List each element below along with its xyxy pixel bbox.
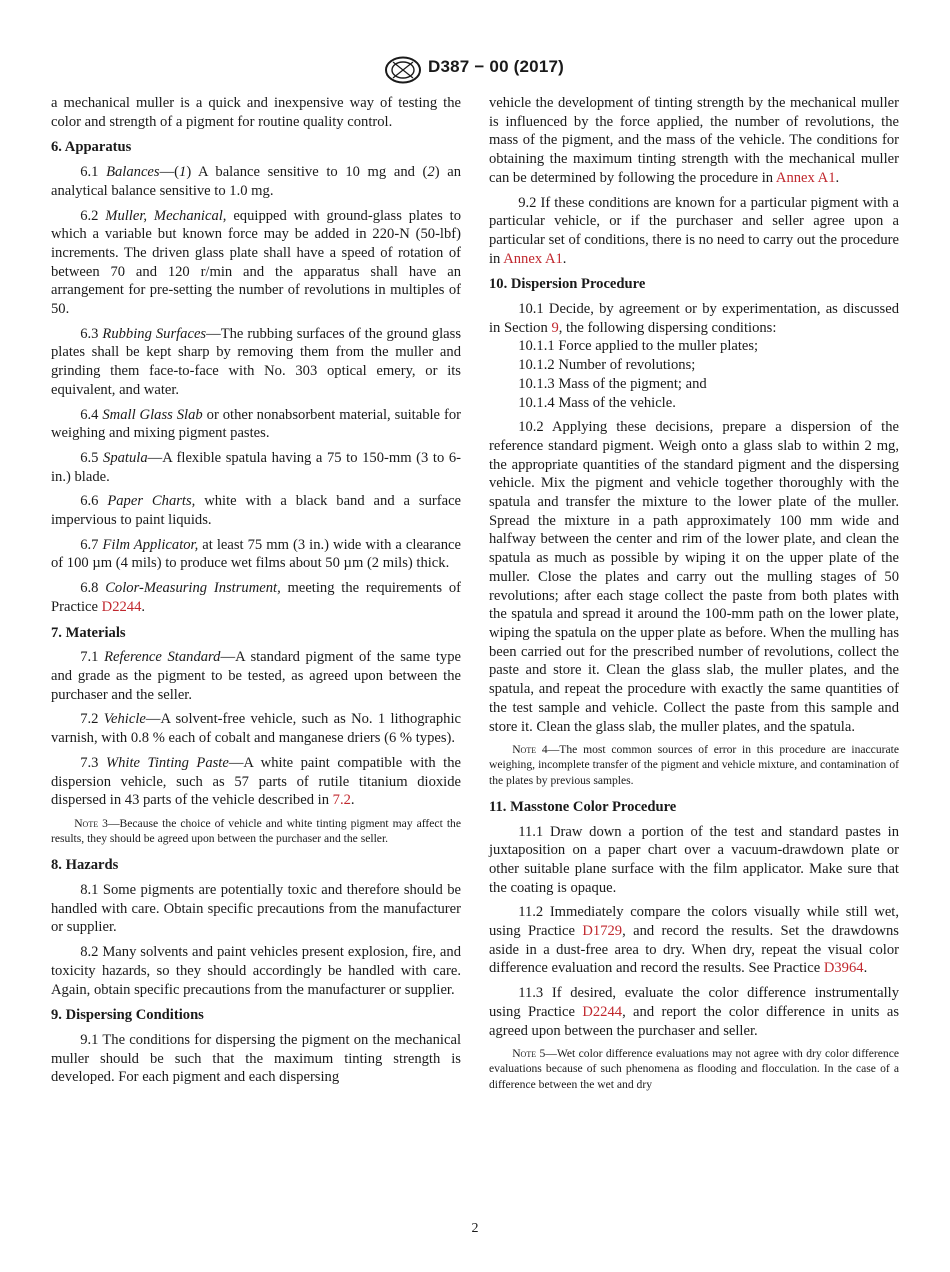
- section-heading-hazards: 8. Hazards: [51, 857, 119, 874]
- para-6-1: 6.1 Balances—(1) A balance sensitive to 10 mg and (2) an analytical balance sensitive to 1.0 mg.: [51, 164, 461, 199]
- section-heading-dispersion-procedure: 10. Dispersion Procedure: [489, 276, 646, 293]
- note-3: Note 3—Because the choice of vehicle and white tinting pigment may affect the results, they should be agreed upon between the purchaser and the seller.: [51, 816, 461, 846]
- para-6-2: 6.2 Muller, Mechanical, equipped with ground-glass plates to which a variable but known force may be added in 220-N (50-lbf) increments. The driven glass plate shall have a speed of rotation of between 70 and 120 r/min and the apparatus shall have an arrangement for pre-setting the number of revolutions in multiples of 50.: [51, 207, 462, 318]
- list-item: 10.1.4 Mass of the vehicle.: [518, 394, 676, 411]
- para-8-1: 8.1 Some pigments are potentially toxic and therefore should be handled with care. Obtain specific precautions from the manufacturer or supplier.: [51, 882, 461, 936]
- note-5: Note 5—Wet color difference evaluations may not agree with dry color difference evaluations because of such phenomena as flooding and flocculation. In the case of a difference between the wet and dry: [489, 1047, 899, 1091]
- para-6-7: 6.7 Film Applicator, at least 75 mm (3 in.) wide with a clearance of 100 µm (4 mils) to produce wet films about 50 µm (2 mils) thick.: [51, 536, 461, 572]
- list-item: 10.1.3 Mass of the pigment; and: [518, 375, 707, 392]
- link-7-2[interactable]: 7.2: [332, 792, 351, 809]
- intro-paragraph: a mechanical muller is a quick and inexpensive way of testing the color and strength of a pigment for routine quality control.: [51, 95, 461, 130]
- astm-logo-icon: [383, 56, 423, 84]
- note-4: Note 4—The most common sources of error in this procedure are inaccurate weighing, incomplete transfer of the pigment and vehicle mixture, and contamination of the plates by previous samples.: [489, 743, 899, 787]
- link-d2244[interactable]: D2244: [101, 598, 142, 615]
- link-d2244[interactable]: D2244: [582, 1003, 623, 1020]
- document-id: D387 − 00 (2017): [428, 57, 564, 76]
- link-section-9[interactable]: 9: [551, 319, 559, 336]
- section-heading-apparatus: 6. Apparatus: [51, 139, 132, 156]
- para-9-1-continued: vehicle the development of tinting strength by the mechanical muller is influenced by the force applied, the number of revolutions, the mass of the pigment, and the mass of the vehicle. The conditions for obtaining the maximum tinting strength with the mechanical muller can be determined by following the procedure in Annex A1.: [489, 95, 899, 186]
- link-annex-a1[interactable]: Annex A1: [775, 169, 836, 186]
- para-6-3: 6.3 Rubbing Surfaces—The rubbing surfaces of the ground glass plates shall be kept sharp by removing them from the muller and grinding them face-to-face with No. 303 optical emery, or its equivalent, and water.: [51, 325, 462, 398]
- section-heading-masstone: 11. Masstone Color Procedure: [489, 798, 677, 815]
- para-10-1: 10.1 Decide, by agreement or by experimentation, as discussed in Section 9, the following dispersing conditions:: [489, 301, 899, 336]
- para-8-2: 8.2 Many solvents and paint vehicles present explosion, fire, and toxicity hazards, so they should accordingly be handled with care. Again, obtain specific precautions from the manufacturer or supplier.: [51, 944, 461, 998]
- list-item: 10.1.1 Force applied to the muller plates;: [518, 338, 759, 355]
- para-9-2: 9.2 If these conditions are known for a particular pigment with a particular vehicle, or if the purchaser and seller agree upon a particular set of conditions, there is no need to carry out the procedure in Annex A1.: [489, 194, 899, 267]
- link-d1729[interactable]: D1729: [582, 923, 623, 940]
- para-11-2: 11.2 Immediately compare the colors visually while still wet, using Practice D1729, and record the results. Set the drawdowns aside in a dust-free area to dry. When dry, repeat the visual color difference evaluation and record the results. See Practice D3964.: [489, 904, 899, 977]
- section-heading-dispersing-conditions: 9. Dispersing Conditions: [51, 1007, 204, 1024]
- section-heading-materials: 7. Materials: [51, 624, 126, 641]
- para-11-1: 11.1 Draw down a portion of the test and standard pastes in juxtaposition on a paper chart over a vacuum-drawdown plate or other suitable plane surface with the film applicator. Make sure that the coating is opaque.: [489, 823, 899, 896]
- para-6-8: 6.8 Color-Measuring Instrument, meeting the requirements of Practice D2244.: [51, 580, 461, 615]
- para-10-2: 10.2 Applying these decisions, prepare a dispersion of the reference standard pigment. Weigh onto a glass slab to within 2 mg, the appropriate quantities of the standard pigment and the dispersing vehicle. Mix the pigment and vehicle together thoroughly with the spatula and transfer the mixture to the lower plate of the muller. Spread the mixture in a path approximately 100 mm wide and halfway between the center and rim of the lower plate, and clean the spatula as much as possible by wiping it on the upper plate of the muller. Close the plates and carry out the mulling stages of 50 revolutions; after each stage collect the paste from both plates with the spatula and spread it around the 100-mm path on the lower plate, wiping the spatula on the upper plate as before. When the mulling has been carried out for the prescribed number of revolutions, collect the paste and store it. Clean the glass slab, the muller plates, and the spatula, and repeat the procedure with exactly the same quantities of the test sample and vehicle. Collect the paste from this sample and store it. Clean the glass slab, the muller plates, and the spatula.: [489, 419, 899, 735]
- para-11-3: 11.3 If desired, evaluate the color difference instrumentally using Practice D2244, and report the color difference in units as agreed upon between the purchaser and seller.: [489, 985, 899, 1039]
- para-9-1: 9.1 The conditions for dispersing the pigment on the mechanical muller should be such that the maximum tinting strength is developed. For each pigment and each dispersing: [51, 1031, 461, 1086]
- para-7-3: 7.3 White Tinting Paste—A white paint compatible with the dispersion vehicle, such as 57 parts of rutile titanium dioxide dispersed in 43 parts of the vehicle described in 7.2.: [51, 754, 461, 809]
- page-number: 2: [471, 1221, 479, 1236]
- para-6-4: 6.4 Small Glass Slab or other nonabsorbent material, suitable for weighing and mixing pigment pastes.: [51, 406, 461, 442]
- para-7-2: 7.2 Vehicle—A solvent-free vehicle, such as No. 1 lithographic varnish, with 0.8 % each of cobalt and manganese driers (6 % types).: [51, 711, 462, 747]
- link-d3964[interactable]: D3964: [823, 960, 864, 977]
- link-annex-a1[interactable]: Annex A1: [503, 250, 563, 267]
- right-column: [489, 94, 899, 1102]
- para-6-6: 6.6 Paper Charts, white with a black band and a surface impervious to paint liquids.: [51, 493, 462, 529]
- para-6-5: 6.5 Spatula—A flexible spatula having a 75 to 150-mm (3 to 6-in.) blade.: [51, 449, 462, 485]
- list-item: 10.1.2 Number of revolutions;: [518, 357, 696, 374]
- para-7-1: 7.1 Reference Standard—A standard pigment of the same type and grade as the pigment to be tested, as agreed upon between the purchaser and the seller.: [51, 649, 461, 703]
- page-header: [0, 56, 950, 84]
- left-column: [51, 94, 461, 1093]
